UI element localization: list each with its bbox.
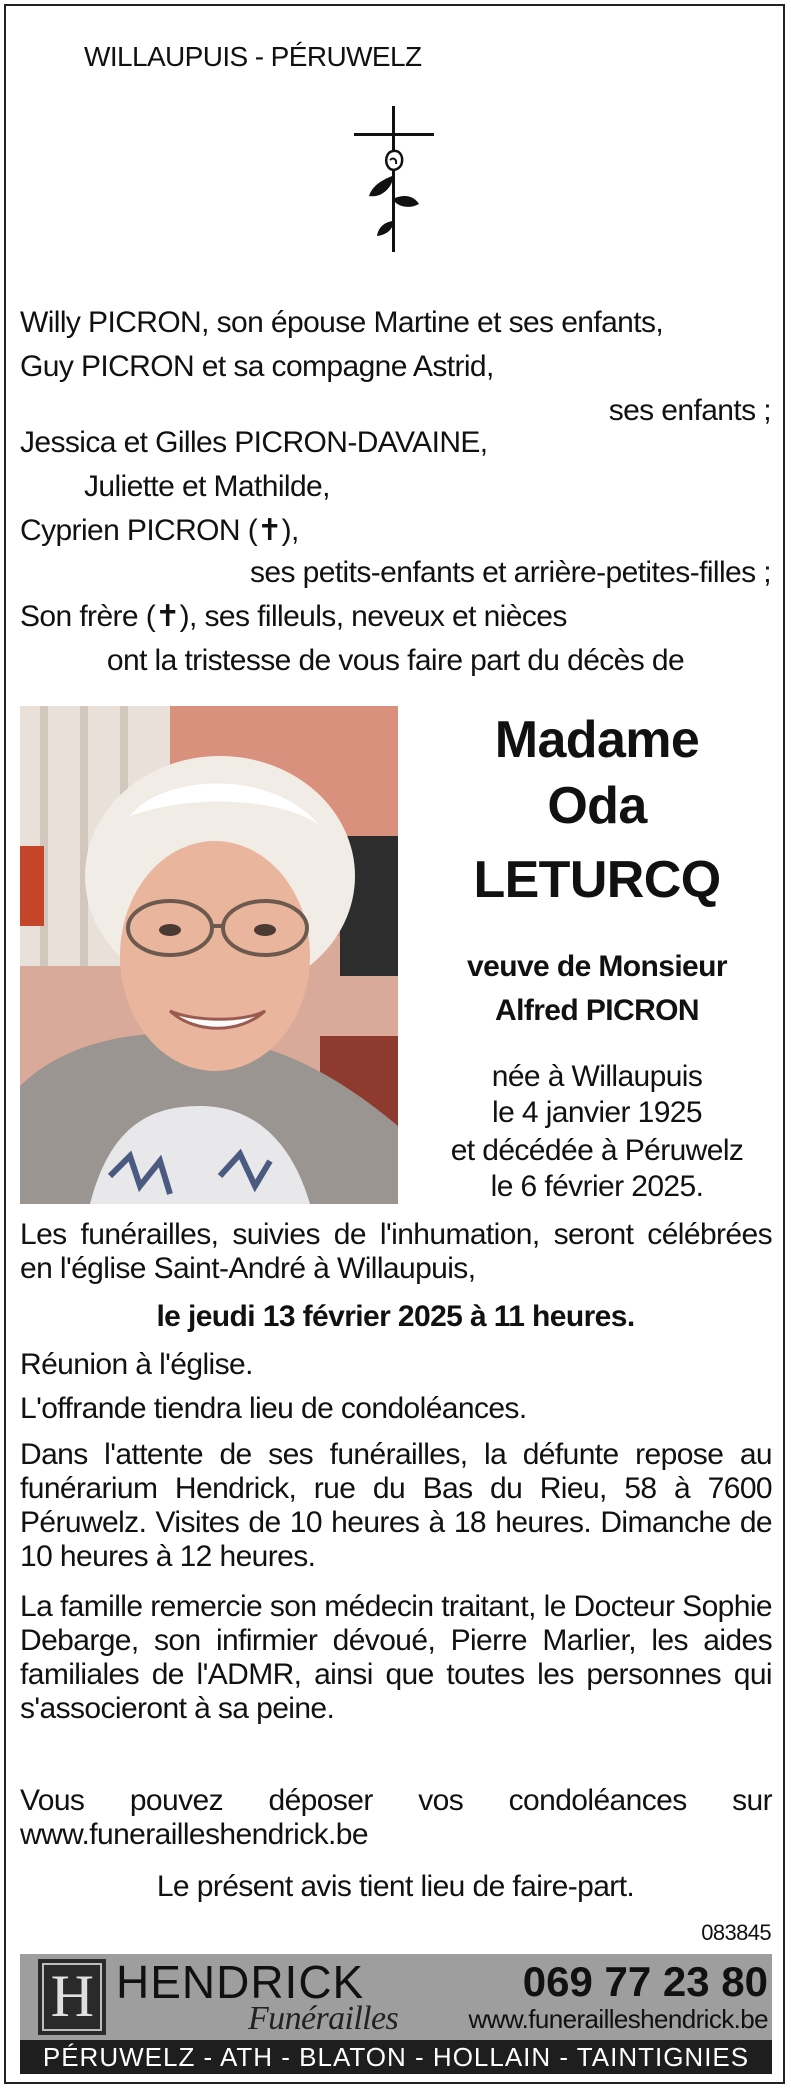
phone-number: 069 77 23 80: [522, 1958, 768, 2005]
birth-place: née à Willaupuis: [491, 1060, 703, 1093]
family-line-6: Cyprien PICRON (✝),: [20, 514, 299, 547]
funeral-home-banner: [20, 1954, 772, 2074]
widow-line-2: Alfred PICRON: [495, 994, 699, 1027]
funeral-date: le jeudi 13 février 2025 à 11 heures.: [156, 1300, 635, 1333]
deceased-first-name: Oda: [547, 777, 647, 835]
website: www.funerailleshendrick.be: [468, 2004, 768, 2034]
family-line-9: ont la tristesse de vous faire part du décès de: [106, 644, 685, 677]
family-line-3: ses enfants ;: [608, 394, 771, 427]
funeral-notice: Le présent avis tient lieu de faire-part.: [156, 1870, 635, 1903]
funeral-offering: L'offrande tiendra lieu de condoléances.: [20, 1392, 527, 1425]
brand-name: HENDRICK: [116, 1956, 365, 2008]
brand-tagline: Funérailles: [248, 2000, 399, 2037]
header-place: WILLAUPUIS - PÉRUWELZ: [84, 41, 422, 72]
family-line-2: Guy PICRON et sa compagne Astrid,: [20, 350, 494, 383]
family-line-1: Willy PICRON, son épouse Martine et ses enfants,: [20, 306, 664, 339]
funeral-rest: Dans l'attente de ses funérailles, la défunte repose au funérarium Hendrick, rue du Bas du Rieu, 58 à 7600 Péruwelz. Visites de 10 heures à 18 heures. Dimanche de 10 heures à 12 heures.: [20, 1438, 772, 1573]
family-line-4: Jessica et Gilles PICRON-DAVAINE,: [20, 426, 488, 459]
funeral-intro: Les funérailles, suivies de l'inhumation, seront célébrées en l'église Saint-André à Willaupuis,: [20, 1218, 772, 1285]
birth-date: le 4 janvier 1925: [492, 1096, 702, 1129]
reference-number: 083845: [701, 1920, 771, 1945]
cross-rose-icon: [352, 106, 436, 252]
family-line-7: ses petits-enfants et arrière-petites-filles ;: [250, 556, 771, 589]
deceased-last-name: LETURCQ: [473, 851, 721, 909]
deceased-title: Madame: [494, 711, 700, 769]
funeral-thanks: La famille remercie son médecin traitant, le Docteur Sophie Debarge, son infirmier dévoué, Pierre Marlier, les aides familiales de l'ADMR, ainsi que toutes les personnes qui s'associeront à sa peine.: [20, 1590, 772, 1725]
hendrick-logo: H: [50, 1963, 94, 2029]
deceased-photo: [20, 706, 398, 1204]
widow-line-1: veuve de Monsieur: [467, 950, 727, 983]
funeral-meeting: Réunion à l'église.: [20, 1348, 253, 1381]
family-line-5: Juliette et Mathilde,: [84, 470, 330, 503]
family-line-8: Son frère (✝), ses filleuls, neveux et nièces: [20, 600, 567, 633]
death-place: et décédée à Péruwelz: [450, 1134, 744, 1167]
locations: PÉRUWELZ - ATH - BLATON - HOLLAIN - TAINTIGNIES: [42, 2042, 750, 2072]
death-date: le 6 février 2025.: [490, 1170, 704, 1203]
funeral-condolences: Vous pouvez déposer vos condoléances sur www.funerailleshendrick.be: [20, 1784, 772, 1851]
